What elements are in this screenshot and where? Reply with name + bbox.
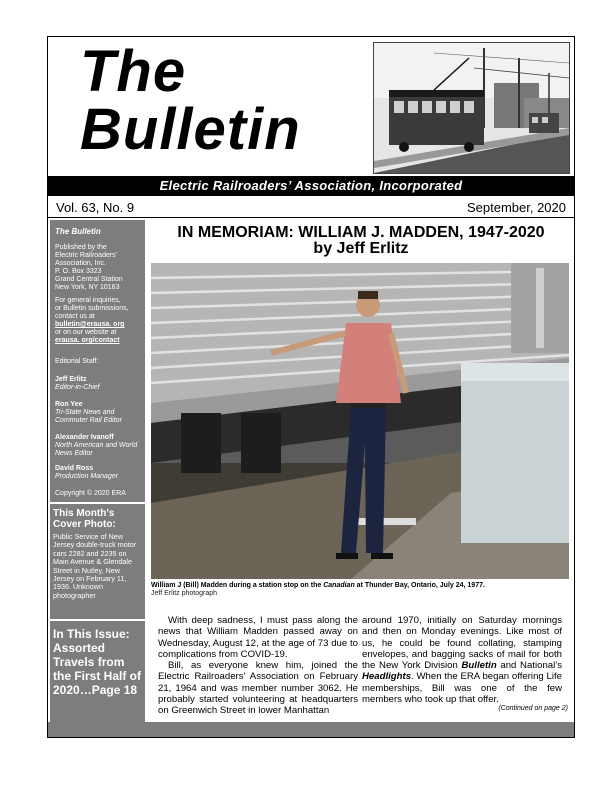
memorial-photo <box>151 263 569 579</box>
paragraph: With deep sadness, I must pass along the news that William Madden passed away on Wednesday, August 12, at the age of 73 due to complications from COVID-19. <box>158 615 358 660</box>
association-banner: Electric Railroaders’ Association, Incorporated <box>48 176 574 196</box>
staff-entry: Jeff Erlitz Editor-in-Chief <box>55 376 100 391</box>
footer-bar <box>48 722 574 737</box>
issue-date: September, 2020 <box>466 200 566 215</box>
cover-photo-description <box>50 502 145 619</box>
publisher-address: Published by the Electric Railroaders' Association, Inc. P. O. Box 3323 Grand Central Station New York, NY 10163 <box>55 244 123 291</box>
article-column-1 <box>158 615 358 717</box>
headline-byline: by Jeff Erlitz <box>313 240 409 257</box>
contact-info: For general inquiries, or Bulletin submissions, contact us at bulletin@erausa. org or on our website at erausa. org/contact <box>55 297 143 345</box>
masthead-title <box>80 39 301 162</box>
email-link[interactable]: bulletin@erausa. org <box>55 321 125 328</box>
cover-text: Public Service of New Jersey double-truck motor cars 2282 and 2235 on Main Avenue & Glendale Street in Nutley, New Jersey on February 11, 1936. Unknown photographer <box>53 532 137 600</box>
cover-heading: This Month's Cover Photo: <box>53 508 116 530</box>
website-link[interactable]: erausa. org/contact <box>55 337 120 344</box>
issue-info-row <box>48 198 574 218</box>
in-this-issue-text: In This Issue: Assorted Travels from the First Half of 2020…Page 18 <box>53 627 142 697</box>
cover-photo-trolleys <box>373 42 570 174</box>
headline-title: IN MEMORIAM: WILLIAM J. MADDEN, 1947-2020 <box>177 224 545 241</box>
photo-caption <box>151 582 571 598</box>
editorial-staff-label: Editorial Staff: <box>55 358 99 365</box>
staff-entry: Alexander Ivanoff North American and World News Editor <box>55 434 138 457</box>
title-line-1: The <box>80 39 187 104</box>
staff-entry: Ron Yee Tri-State News and Commuter Rail Editor <box>55 401 122 424</box>
volume-number: Vol. 63, No. 9 <box>56 200 135 215</box>
article-column-2 <box>362 615 562 705</box>
newsletter-page <box>47 36 575 738</box>
article-headline <box>148 225 574 257</box>
in-this-issue-box <box>50 619 145 724</box>
sidebar-publication-name: The Bulletin <box>55 227 101 236</box>
caption-text: William J (Bill) Madden during a station stop on the Canadian at Thunder Bay, Ontario, July 24, 1977. <box>151 582 485 589</box>
paragraph: Bill, as everyone knew him, joined the Electric Railroaders’ Association on February 21, 1964 and was member number 3062. He probably started volunteering at headquarters on Greenwich Street in lower Manhattan <box>158 660 358 717</box>
paragraph: around 1970, initially on Saturday mornings and then on Monday evenings. Like most of us, he could be found collating, stamping envelopes, and bagging sacks of mail for both the New York Division Bulletin and National’s Headlights. When the ERA began offering Life memberships, Bill was one of the few members who took up that offer. <box>362 615 562 706</box>
photo-credit: Jeff Erlitz photograph <box>151 590 218 597</box>
title-line-2: Bulletin <box>80 97 301 162</box>
copyright: Copyright © 2020 ERA <box>55 490 126 497</box>
staff-entry: David Ross Production Manager <box>55 465 119 480</box>
continued-note: (Continued on page 2) <box>498 705 568 712</box>
